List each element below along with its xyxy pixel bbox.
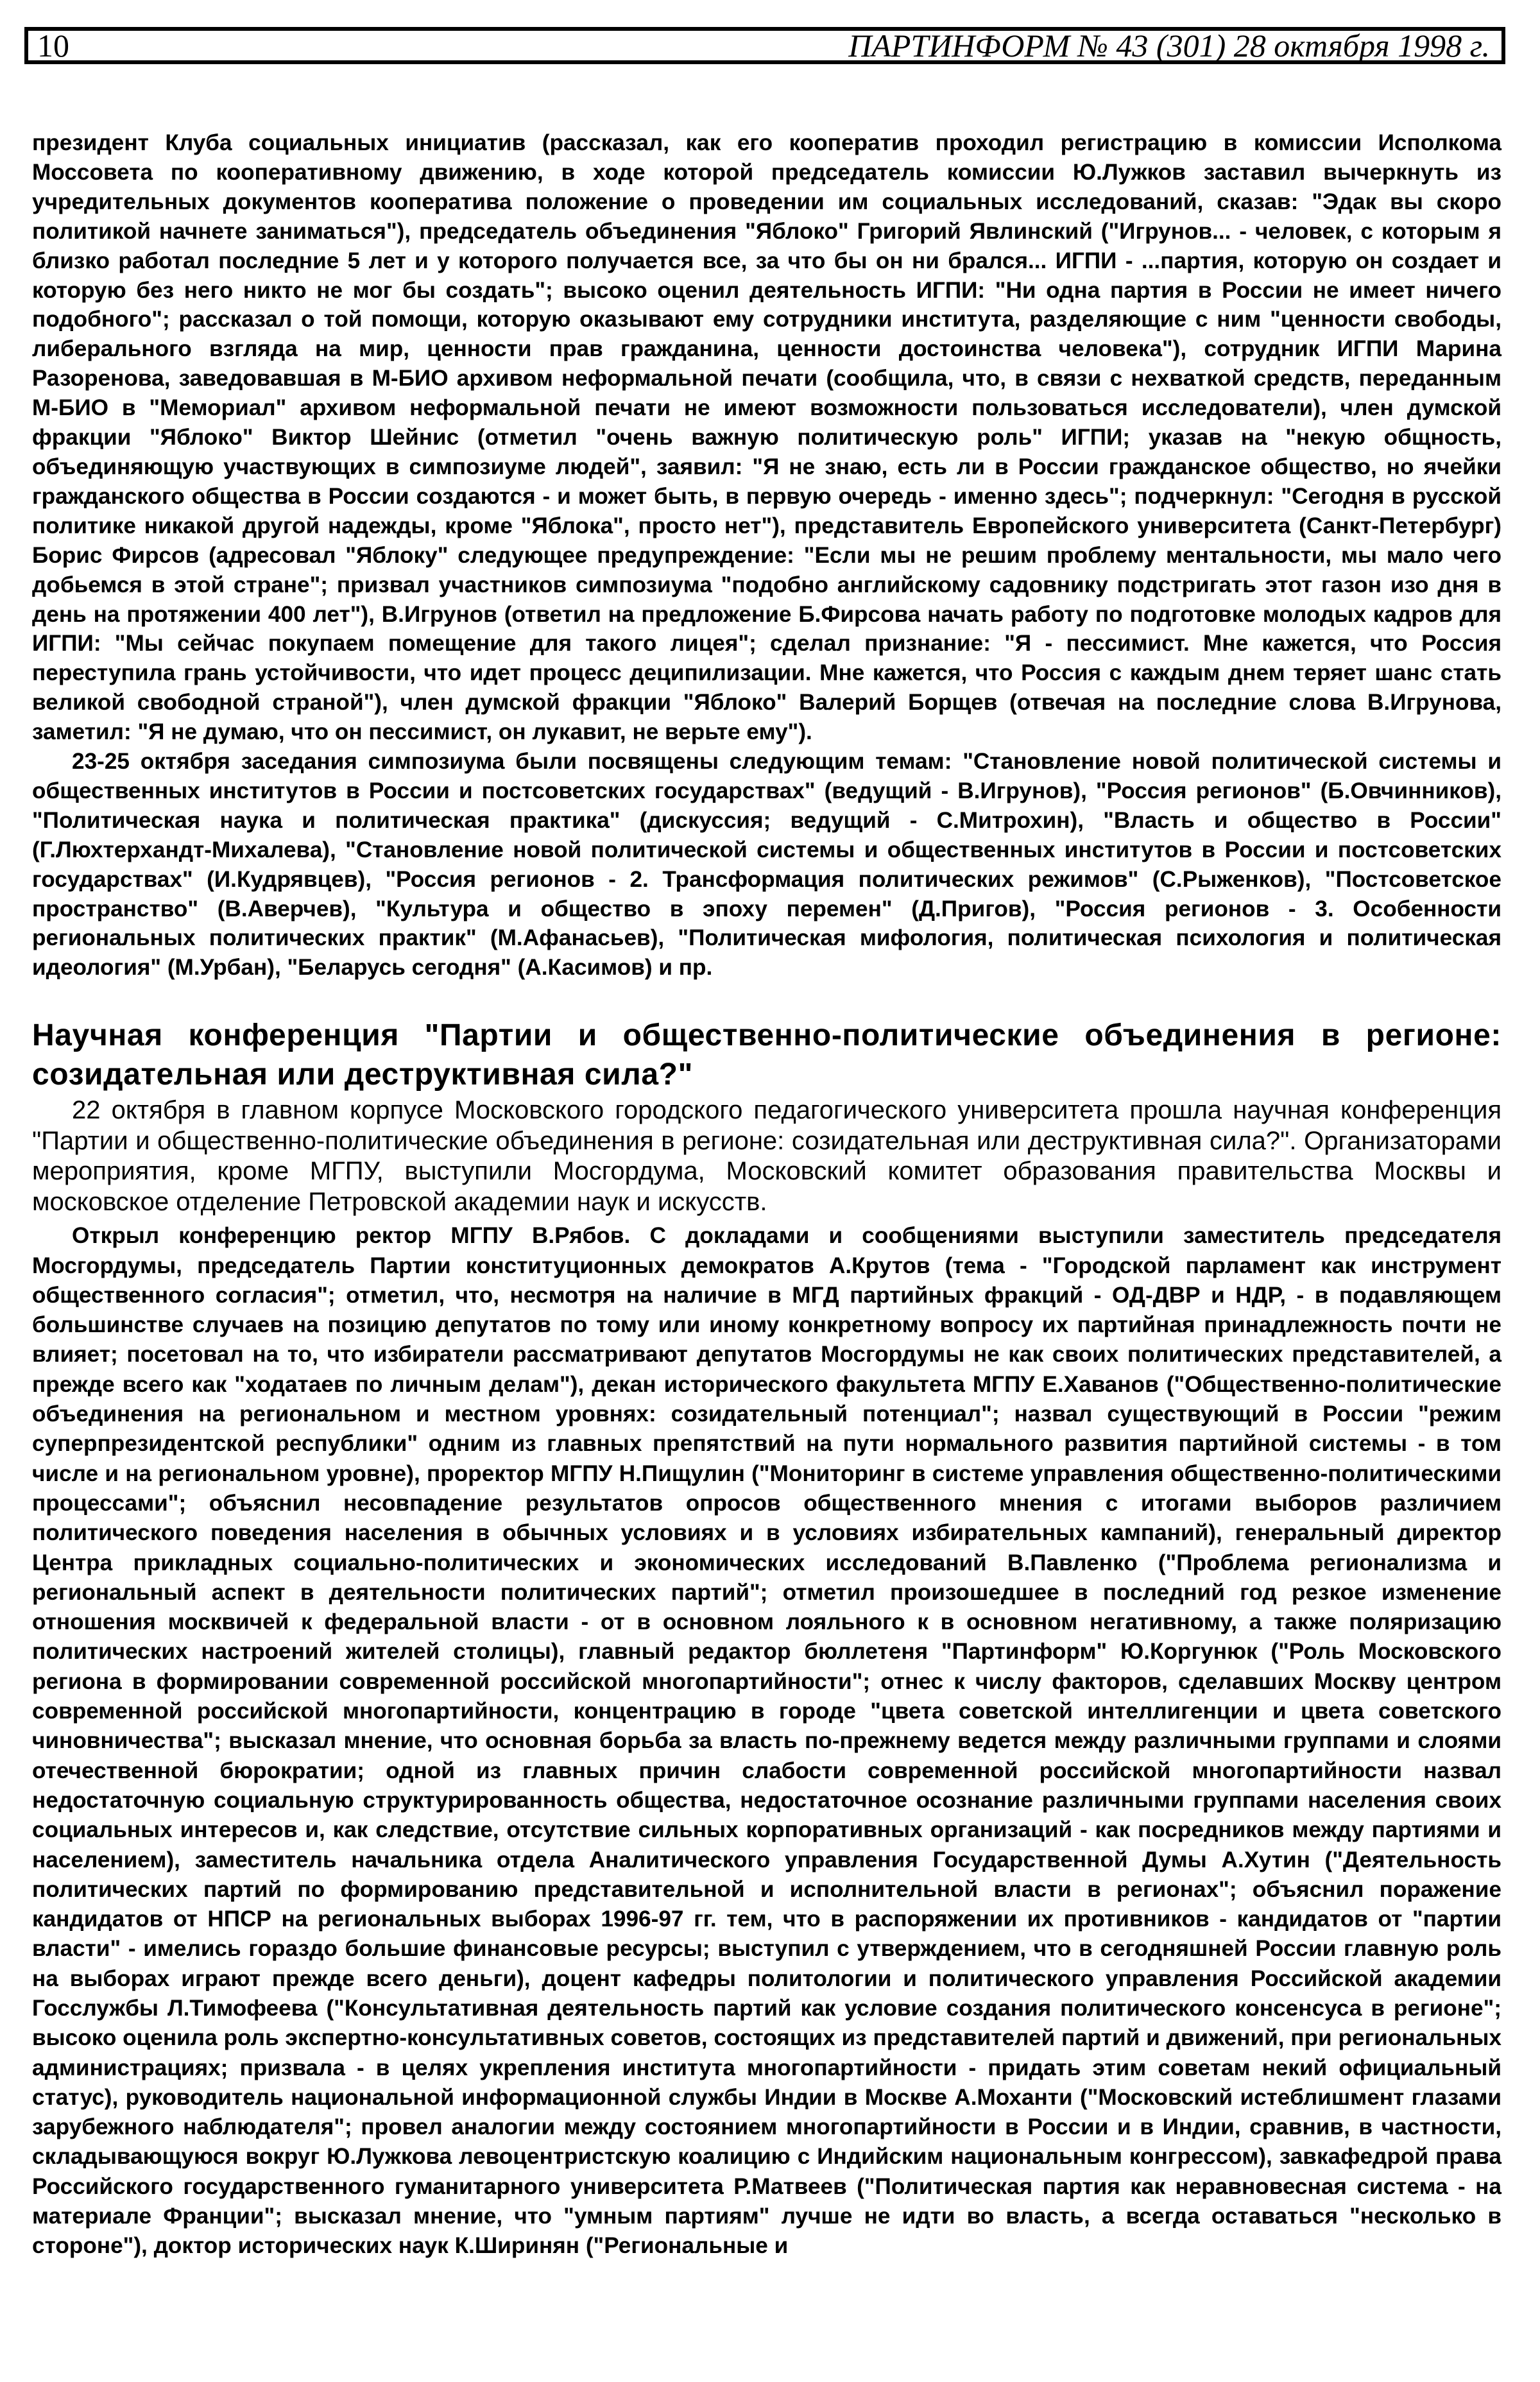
conference-intro: 22 октября в главном корпусе Московского городского педагогического университета прошла научная конференция "Партии и общественно-политические объединения в регионе: созидательная или деструктивная сила?". Организаторами мероприятия, кроме МГПУ, выступили Мосгордума, Московский комитет образования правительства Москвы и московское отделение Петровской академии наук и искусств.	[32, 1096, 1502, 1216]
paragraph-continued: президент Клуба социальных инициатив (рассказал, как его кооператив проходил регистрацию в комиссии Исполкома Моссовета по кооперативному движению, в ходе которой председатель комиссии Ю.Лужков заставил вычеркнуть из учредительных документов кооператива положение о проведении им социальных исследований, сказав: "Эдак вы скоро политикой начнете заниматься"), председатель объединения "Яблоко" Григорий Явлинский ("Игрунов... - человек, с которым я близко работал последние 5 лет и у которого получается все, за что бы он ни брался... ИГПИ - ...партия, которую он создает и которую без него никто не мог бы создать"; высоко оценил деятельность ИГПИ: "Ни одна партия в России не имеет ничего подобного"; рассказал о той помощи, которую оказывают ему сотрудники института, разделяющие с ним "ценности свободы, либерального взгляда на мир, ценности прав гражданина, ценности достоинства человека"), сотрудник ИГПИ Марина Разоренова, заведовавшая в М-БИО архивом неформальной печати (сообщила, что, в связи с нехваткой средств, переданным М-БИО в "Мемориал" архивом неформальной печати не имеют возможности пользоваться исследователи), член думской фракции "Яблоко" Виктор Шейнис (отметил "очень важную политическую роль" ИГПИ; указав на "некую общность, объединяющую участвующих в симпозиуме людей", заявил: "Я не знаю, есть ли в России гражданское общество, но ячейки гражданского общества в России создаются - и может быть, в первую очередь - именно здесь"; подчеркнул: "Сегодня в русской политике никакой другой надежды, кроме "Яблока", просто нет"), представитель Европейского университета (Санкт-Петербург) Борис Фирсов (адресовал "Яблоку" следующее предупреждение: "Если мы не решим проблему ментальности, мы мало чего добьемся в этой стране"; призвал участников симпозиума "подобно английскому садовнику подстригать этот газон изо дня в день на протяжении 400 лет"), В.Игрунов (ответил на предложение Б.Фирсова начать работу по подготовке молодых кадров для ИГПИ: "Мы сейчас покупаем помещение для такого лицея"; сделал признание: "Я - пессимист. Мне кажется, что Россия переступила грань устойчивости, что идет процесс деципилизации. Мне кажется, что Россия с каждым днем теряет шанс стать великой свободной страной"), член думской фракции "Яблоко" Валерий Борщев (отвечая на последние слова В.Игрунова, заметил: "Я не думаю, что он пессимист, он лукавит, не верьте ему").	[32, 130, 1502, 745]
page-header	[24, 27, 1505, 64]
page-number: 10	[37, 28, 69, 64]
paragraph-topics: 23-25 октября заседания симпозиума были посвящены следующим темам: "Становление новой политической системы и общественных институтов в России и постсоветских государствах" (ведущий - В.Игрунов), "Россия регионов" (Б.Овчинников), "Политическая наука и политическая практика" (дискуссия; ведущий - С.Митрохин), "Власть и общество в России" (Г.Люхтерхандт-Михалева), "Становление новой политической системы и общественных институтов в России и постсоветских государствах" (И.Кудрявцев), "Россия регионов - 2. Трансформация политических режимов" (С.Рыженков), "Постсоветское пространство" (В.Аверчев), "Культура и общество в эпоху перемен" (Д.Пригов), "Россия регионов - 3. Особенности региональных политических практик" (М.Афанасьев), "Политическая мифология, политическая психология и политическая идеология" (М.Урбан), "Беларусь сегодня" (А.Касимов) и пр.	[32, 749, 1502, 981]
conference-body: Открыл конференцию ректор МГПУ В.Рябов. С докладами и сообщениями выступили заместитель председателя Мосгордумы, председатель Партии конституционных демократов А.Крутов (тема - "Городской парламент как инструмент общественного согласия"; отметил, что, несмотря на наличие в МГД партийных фракций - ОД-ДВР и НДР, - в подавляющем большинстве случаев на позицию депутатов по тому или иному конкретному вопросу их партийная принадлежность почти не влияет; посетовал на то, что избиратели рассматривают депутатов Мосгордумы не как своих политических представителей, а прежде всего как "ходатаев по личным делам"), декан исторического факультета МГПУ Е.Хаванов ("Общественно-политические объединения на региональном и местном уровнях: созидательный потенциал"; назвал существующий в России "режим суперпрезидентской республики" одним из главных препятствий на пути нормального развития партийной системы - в том числе и на региональном уровне), проректор МГПУ Н.Пищулин ("Мониторинг в системе управления общественно-политическими процессами"; объяснил несовпадение результатов опросов общественного мнения с итогами выборов различием политического поведения населения в обычных условиях и в условиях избирательных кампаний), генеральный директор Центра прикладных социально-политических и экономических исследований В.Павленко ("Проблема регионализма и региональный аспект в деятельности политических партий"; отметил произошедшее в последний год резкое изменение отношения москвичей к федеральной власти - от в основном лояльного к в основном негативному, а также поляризацию политических настроений жителей столицы), главный редактор бюллетеня "Партинформ" Ю.Коргунюк ("Роль Московского региона в формировании современной российской многопартийности"; отнес к числу факторов, сделавших Москву центром современной российской многопартийности, концентрацию в городе "цвета советской интеллигенции и цвета советского чиновничества"; высказал мнение, что основная борьба за власть по-прежнему ведется между различными группами и слоями отечественной бюрократии; одной из главных причин слабости современной российской многопартийности назвал недостаточную социальную структурированность общества, недостаточное осознание различными группами населения своих социальных интересов и, как следствие, отсутствие сильных корпоративных организаций - как посредников между партиями и населением), заместитель начальника отдела Аналитического управления Государственной Думы А.Хутин ("Деятельность политических партий по формированию представительной и исполнительной власти в регионах"; объяснил поражение кандидатов от НПСР на региональных выборах 1996-97 гг. тем, что в распоряжении их противников - кандидатов от "партии власти" - имелись гораздо большие финансовые ресурсы; выступил с утверждением, что в сегодняшней России главную роль на выборах играют прежде всего деньги), доцент кафедры политологии и политического управления Российской академии Госслужбы Л.Тимофеева ("Консультативная деятельность партий как условие создания политического консенсуса в регионе"; высоко оценила роль экспертно-консультативных советов, состоящих из представителей партий и движений, при региональных администрациях; призвала - в целях укрепления института многопартийности - придать этим советам некий официальный статус), руководитель национальной информационной службы Индии в Москве А.Моханти ("Московский истеблишмент глазами зарубежного наблюдателя"; провел аналогии между состоянием многопартийности в России и в Индии, сравнив, в частности, складывающуюся вокруг Ю.Лужкова левоцентристскую коалицию с Индийским национальным конгрессом), завкафедрой права Российского государственного гуманитарного университета Р.Матвеев ("Политическая партия как неравновесная система - на материале Франции"; высказал мнение, что "умным партиям" лучше не идти во власть, а всегда оставаться "несколько в стороне"), доктор исторических наук К.Ширинян ("Региональные и	[32, 1223, 1502, 2259]
issue-title: ПАРТИНФОРМ № 43 (301) 28 октября 1998 г.	[848, 28, 1490, 64]
page-content	[32, 128, 1502, 2261]
section-title: Научная конференция "Партии и общественно-политические объединения в регионе: созидательная или деструктивная сила?"	[32, 1018, 1502, 1092]
